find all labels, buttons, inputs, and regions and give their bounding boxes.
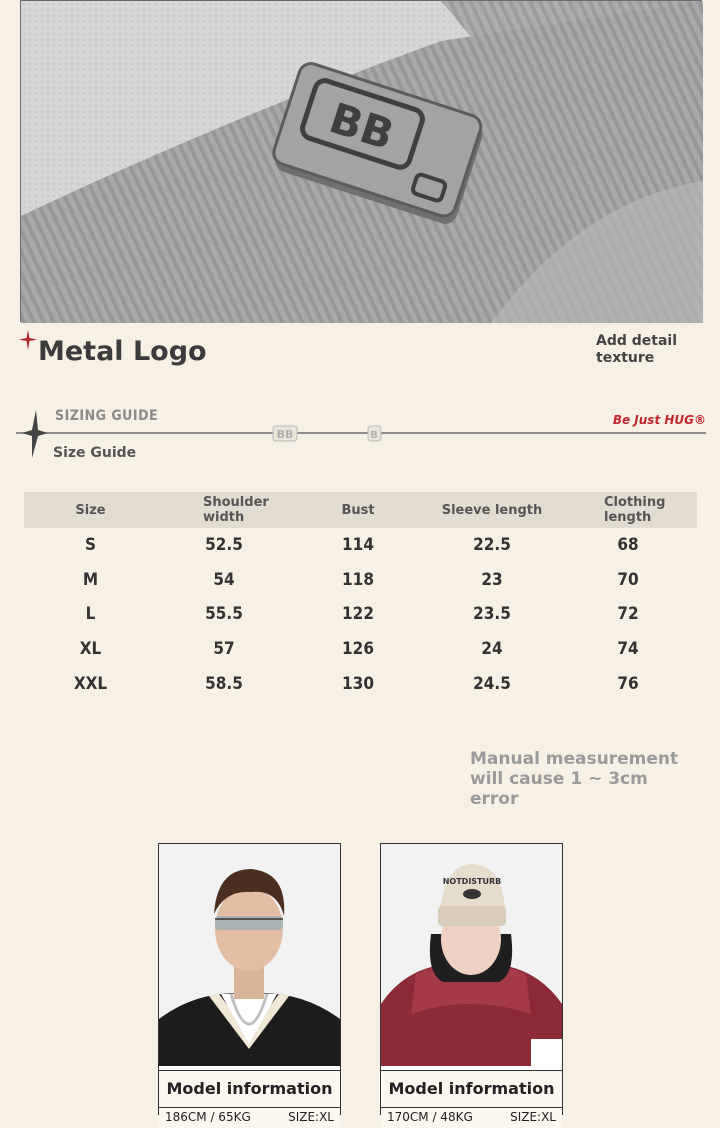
header-size: Size xyxy=(75,502,106,518)
model-height-weight: 170CM / 48KG xyxy=(387,1110,473,1124)
male-model-photo xyxy=(159,844,340,1066)
cell-sleeve: 23.5 xyxy=(473,604,511,625)
model-caption: Model information xyxy=(159,1070,340,1107)
cell-size: S xyxy=(84,535,96,556)
table-row xyxy=(24,666,697,701)
cell-bust: 118 xyxy=(342,569,374,590)
measurement-disclaimer: Manual measurement will cause 1 ~ 3cm error xyxy=(470,749,679,809)
model-card-female xyxy=(380,843,563,1124)
cell-size: XL xyxy=(79,639,102,660)
model-height-weight: 186CM / 65KG xyxy=(165,1110,251,1124)
cell-shoulder: 57 xyxy=(213,639,235,660)
cell-shoulder: 54 xyxy=(213,569,235,590)
cell-shoulder: 52.5 xyxy=(205,535,243,556)
table-row xyxy=(24,563,697,598)
size-table xyxy=(24,492,697,701)
cell-bust: 126 xyxy=(342,639,374,660)
brand-logo: Be Just HUG® xyxy=(612,413,706,427)
cell-clothing: 72 xyxy=(617,604,639,625)
header-sleeve: Sleeve length xyxy=(441,502,543,518)
cell-size: XXL xyxy=(73,673,108,694)
badge-text: BB xyxy=(323,93,400,160)
cell-clothing: 70 xyxy=(617,569,639,590)
model-caption: Model information xyxy=(381,1070,562,1107)
model-stats xyxy=(159,1107,340,1128)
star-icon xyxy=(19,330,37,350)
sizing-guide-label: SIZING GUIDE xyxy=(55,408,159,424)
cell-bust: 130 xyxy=(342,673,374,694)
cell-sleeve: 22.5 xyxy=(473,535,511,556)
cell-bust: 122 xyxy=(342,604,374,625)
cell-size: L xyxy=(85,604,96,625)
cell-sleeve: 24 xyxy=(481,639,503,660)
cell-shoulder: 55.5 xyxy=(205,604,243,625)
cell-sleeve: 23 xyxy=(481,569,503,590)
model-size: SIZE:XL xyxy=(288,1110,334,1124)
female-model-photo xyxy=(381,844,562,1066)
mark-bb: BB xyxy=(276,428,294,441)
sizing-header xyxy=(0,400,720,470)
cell-clothing: 76 xyxy=(617,673,639,694)
table-row xyxy=(24,632,697,667)
cell-bust: 114 xyxy=(342,535,374,556)
table-row xyxy=(24,528,697,563)
feature-note: Add detail texture xyxy=(596,333,678,366)
cell-shoulder: 58.5 xyxy=(205,673,243,694)
header-bust: Bust xyxy=(341,502,375,518)
model-card-male xyxy=(158,843,341,1124)
hat-text: NOTDISTURB xyxy=(442,877,502,886)
model-size: SIZE:XL xyxy=(510,1110,556,1124)
size-guide-subtitle: Size Guide xyxy=(53,445,137,461)
cell-clothing: 74 xyxy=(617,639,639,660)
cell-clothing: 68 xyxy=(617,535,639,556)
sparkle-icon xyxy=(22,410,48,458)
header-shoulder: Shoulder width xyxy=(203,495,269,525)
header-clothing: Clothing length xyxy=(604,495,666,525)
cell-size: M xyxy=(82,569,99,590)
table-row xyxy=(24,597,697,632)
model-stats xyxy=(381,1107,562,1128)
mark-b: B xyxy=(370,430,378,441)
cell-sleeve: 24.5 xyxy=(473,673,511,694)
metal-logo-photo xyxy=(20,0,702,322)
feature-title: Metal Logo xyxy=(38,336,207,367)
table-header-row xyxy=(24,492,697,528)
